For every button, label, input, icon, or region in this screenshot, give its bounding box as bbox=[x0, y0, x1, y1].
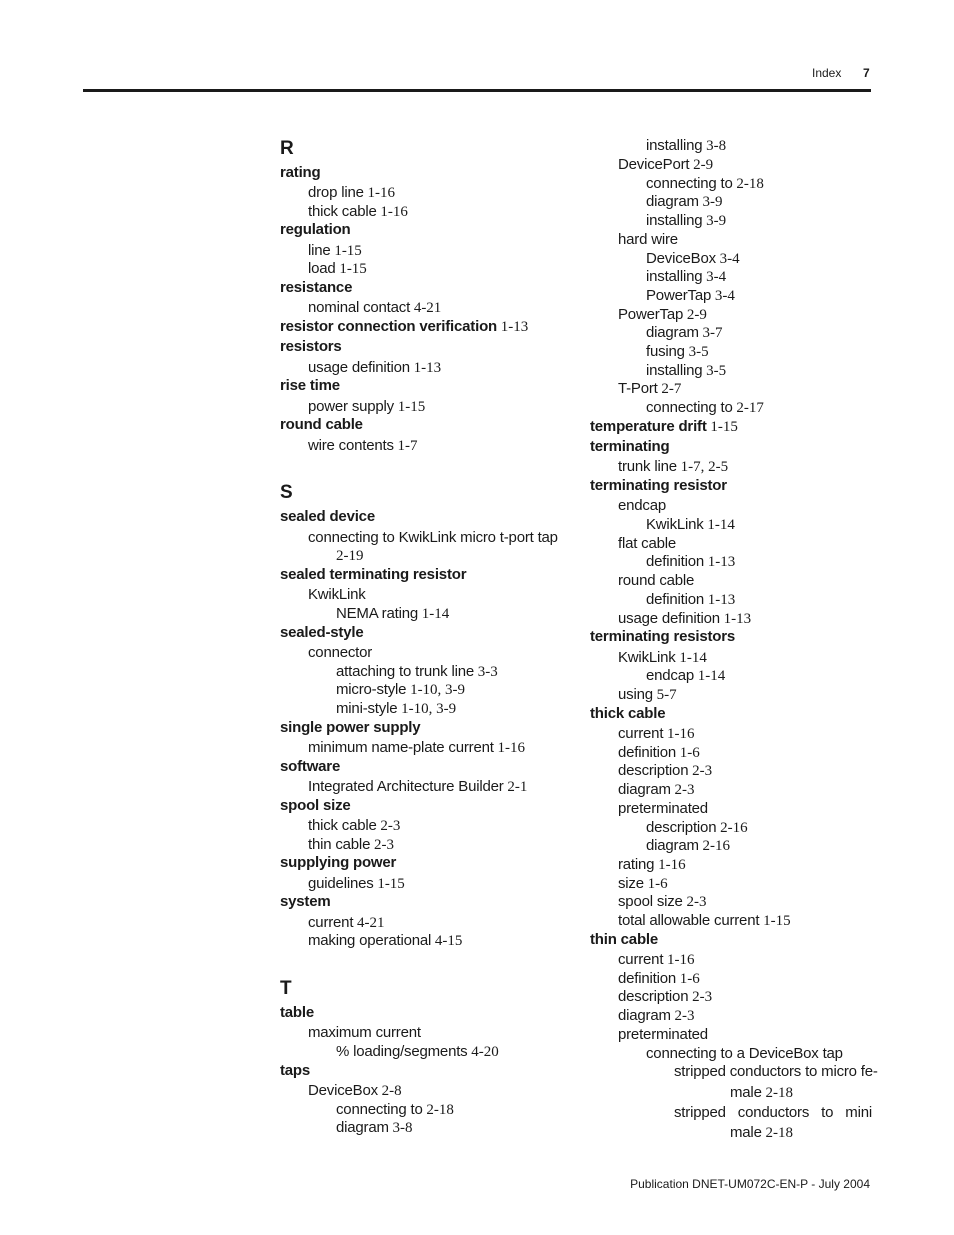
entry-label: mini-style bbox=[336, 700, 398, 717]
index-subentry bbox=[336, 681, 465, 699]
page-reference: 2-18 bbox=[761, 1125, 793, 1141]
entry-label: connecting to bbox=[336, 1101, 423, 1118]
index-subentry bbox=[618, 762, 712, 780]
index-main-term bbox=[280, 719, 420, 737]
page-reference: 1-7, 2-5 bbox=[676, 459, 729, 475]
index-subentry bbox=[646, 591, 735, 609]
page-reference: 1-14 bbox=[418, 606, 450, 622]
entry-label: DeviceBox bbox=[646, 250, 716, 267]
index-subentry bbox=[336, 547, 364, 565]
index-subentry bbox=[336, 1043, 499, 1061]
index-letter-heading bbox=[280, 978, 291, 1000]
page-reference: 3-8 bbox=[702, 138, 727, 154]
page-reference: 3-8 bbox=[388, 1120, 413, 1136]
entry-label: minimum name-plate current bbox=[308, 739, 494, 756]
page-reference: 2-18 bbox=[732, 176, 764, 192]
page-reference: 1-13 bbox=[719, 611, 752, 627]
index-main-term bbox=[280, 508, 375, 526]
index-subentry bbox=[308, 875, 405, 893]
page-reference: 3-4 bbox=[702, 269, 727, 285]
index-subentry bbox=[618, 610, 751, 628]
index-subentry bbox=[646, 212, 726, 230]
index-main-term bbox=[280, 164, 320, 182]
entry-label: connector bbox=[308, 644, 373, 661]
page-reference: 1-15 bbox=[393, 399, 426, 415]
entry-label: resistor connection verification bbox=[280, 318, 497, 335]
index-subentry bbox=[618, 497, 666, 515]
entry-label: rating bbox=[618, 856, 655, 873]
page-reference: 2-17 bbox=[732, 400, 764, 416]
entry-label: hard wire bbox=[618, 231, 678, 248]
entry-label: T-Port bbox=[618, 380, 658, 397]
entry-label: PowerTap bbox=[618, 306, 684, 323]
entry-label: connecting to bbox=[646, 175, 733, 192]
index-subentry bbox=[618, 1007, 695, 1025]
entry-label: R bbox=[280, 138, 294, 159]
page-reference: 1-16 bbox=[663, 952, 695, 968]
index-subentry bbox=[308, 644, 372, 662]
entry-label: stripped conductors to micro fe- bbox=[674, 1063, 878, 1080]
index-subentry bbox=[308, 299, 441, 317]
entry-label: description bbox=[618, 988, 689, 1005]
entry-label: current bbox=[308, 914, 354, 931]
index-subentry bbox=[308, 1024, 421, 1042]
page-reference: 1-10, 3-9 bbox=[397, 701, 457, 717]
entry-label: Integrated Architecture Builder bbox=[308, 778, 504, 795]
page-reference: 1-15 bbox=[330, 243, 362, 259]
page-reference: 1-7 bbox=[393, 438, 418, 454]
index-subentry bbox=[618, 951, 695, 969]
entry-label: endcap bbox=[618, 497, 667, 514]
index-subentry bbox=[308, 529, 558, 547]
index-main-term bbox=[590, 628, 735, 646]
index-subentry bbox=[618, 893, 706, 911]
index-subentry bbox=[618, 800, 708, 818]
entry-label: connecting to KwikLink micro t-port tap bbox=[308, 529, 558, 546]
page-reference: 3-5 bbox=[702, 363, 727, 379]
page-reference: 1-16 bbox=[654, 857, 686, 873]
entry-label: terminating resistors bbox=[590, 628, 736, 645]
index-subentry bbox=[674, 1104, 872, 1122]
index-subentry bbox=[618, 744, 700, 762]
entry-label: definition bbox=[646, 591, 705, 608]
index-subentry bbox=[646, 343, 709, 361]
entry-label: T bbox=[280, 978, 292, 999]
entry-label: resistance bbox=[280, 279, 353, 296]
index-subentry bbox=[646, 175, 764, 193]
entry-label: sealed terminating resistor bbox=[280, 566, 467, 583]
page-reference: 3-3 bbox=[474, 664, 498, 680]
index-main-term bbox=[280, 893, 331, 911]
entry-label: installing bbox=[646, 268, 703, 285]
index-subentry bbox=[308, 739, 525, 757]
index-subentry bbox=[618, 781, 695, 799]
entry-label: male bbox=[730, 1084, 762, 1101]
entry-label: total allowable current bbox=[618, 912, 760, 929]
index-subentry bbox=[308, 836, 394, 854]
entry-label: diagram bbox=[646, 193, 699, 210]
entry-label: stripped conductors to mini bbox=[674, 1104, 872, 1121]
index-subentry bbox=[646, 553, 735, 571]
index-subentry bbox=[646, 268, 726, 286]
entry-label: thick cable bbox=[308, 817, 377, 834]
index-subentry bbox=[618, 231, 678, 249]
page-reference: 2-9 bbox=[689, 157, 714, 173]
index-main-term bbox=[280, 854, 396, 872]
entry-label: trunk line bbox=[618, 458, 677, 475]
index-subentry bbox=[308, 817, 400, 835]
index-subentry bbox=[618, 306, 707, 324]
index-subentry bbox=[618, 988, 712, 1006]
index-main-term bbox=[280, 1004, 314, 1022]
index-subentry bbox=[308, 184, 395, 202]
entry-label: usage definition bbox=[308, 359, 410, 376]
page-reference: 2-16 bbox=[716, 820, 748, 836]
index-main-term bbox=[280, 566, 466, 584]
entry-label: rise time bbox=[280, 377, 340, 394]
page-reference: 1-13 bbox=[409, 360, 442, 376]
index-subentry bbox=[646, 1045, 843, 1063]
index-main-term bbox=[280, 1062, 310, 1080]
entry-label: KwikLink bbox=[646, 516, 704, 533]
index-subentry bbox=[308, 260, 367, 278]
entry-label: definition bbox=[618, 970, 677, 987]
entry-label: diagram bbox=[618, 781, 671, 798]
entry-label: preterminated bbox=[618, 800, 708, 817]
index-subentry bbox=[308, 932, 462, 950]
index-subentry bbox=[308, 242, 362, 260]
index-subentry bbox=[618, 380, 681, 398]
index-main-term bbox=[590, 931, 658, 949]
entry-label: guidelines bbox=[308, 875, 374, 892]
index-main-term bbox=[590, 477, 727, 495]
page-reference: 1-13 bbox=[704, 554, 736, 570]
page-reference: 1-15 bbox=[373, 876, 405, 892]
index-main-term bbox=[280, 338, 342, 356]
page-reference: 4-21 bbox=[410, 300, 442, 316]
index-subentry bbox=[646, 324, 723, 342]
index-subentry bbox=[646, 137, 726, 155]
index-main-term bbox=[280, 797, 351, 815]
page-reference: 4-15 bbox=[431, 933, 463, 949]
entry-label: KwikLink bbox=[618, 649, 676, 666]
index-subentry bbox=[646, 837, 730, 855]
page-reference: 3-9 bbox=[698, 194, 723, 210]
index-subentry bbox=[308, 359, 441, 377]
index-main-term bbox=[280, 624, 363, 642]
page-reference: 2-3 bbox=[370, 837, 394, 853]
entry-label: flat cable bbox=[618, 535, 677, 552]
page-reference: 1-13 bbox=[497, 319, 529, 335]
index-subentry bbox=[308, 398, 425, 416]
entry-label: description bbox=[646, 819, 717, 836]
running-header-section: Index bbox=[812, 66, 842, 80]
index-subentry bbox=[730, 1084, 793, 1102]
index-main-term bbox=[280, 318, 528, 336]
page-reference: 1-6 bbox=[676, 745, 700, 761]
page-reference: 1-16 bbox=[663, 726, 695, 742]
page-reference: 2-7 bbox=[657, 381, 682, 397]
entry-label: maximum current bbox=[308, 1024, 421, 1041]
entry-label: software bbox=[280, 758, 341, 775]
page-reference: 2-16 bbox=[698, 838, 731, 854]
page-reference: 2-18 bbox=[422, 1102, 454, 1118]
entry-label: usage definition bbox=[618, 610, 720, 627]
entry-label: installing bbox=[646, 362, 703, 379]
page-reference: 1-14 bbox=[675, 650, 707, 666]
entry-label: drop line bbox=[308, 184, 364, 201]
page-reference: 3-4 bbox=[711, 288, 735, 304]
entry-label: using bbox=[618, 686, 653, 703]
entry-label: thick cable bbox=[590, 705, 666, 722]
index-main-term bbox=[590, 438, 669, 456]
entry-label: regulation bbox=[280, 221, 351, 238]
entry-label: power supply bbox=[308, 398, 394, 415]
entry-label: diagram bbox=[336, 1119, 389, 1136]
page-reference: 1-6 bbox=[643, 876, 668, 892]
index-subentry bbox=[618, 156, 713, 174]
index-subentry bbox=[618, 875, 668, 893]
entry-label: thin cable bbox=[308, 836, 371, 853]
index-letter-heading bbox=[280, 138, 294, 160]
entry-label: attaching to trunk line bbox=[336, 663, 474, 680]
page-reference: 1-16 bbox=[493, 740, 525, 756]
page-reference: 2-9 bbox=[683, 307, 707, 323]
page-reference: 3-7 bbox=[698, 325, 723, 341]
index-main-term bbox=[280, 279, 352, 297]
index-subentry bbox=[674, 1063, 878, 1081]
page-reference: 1-13 bbox=[704, 592, 736, 608]
entry-label: sealed device bbox=[280, 508, 375, 525]
index-subentry bbox=[308, 778, 527, 796]
index-subentry bbox=[618, 912, 791, 930]
entry-label: wire contents bbox=[308, 437, 394, 454]
index-subentry bbox=[618, 856, 686, 874]
index-subentry bbox=[646, 362, 726, 380]
page-reference: 1-16 bbox=[363, 185, 395, 201]
page-reference: 1-14 bbox=[694, 668, 726, 684]
page-reference: 4-20 bbox=[467, 1044, 499, 1060]
index-subentry bbox=[308, 1082, 402, 1100]
index-subentry bbox=[336, 605, 449, 623]
index-subentry bbox=[308, 203, 408, 221]
entry-label: taps bbox=[280, 1062, 311, 1079]
page-reference: 3-9 bbox=[702, 213, 727, 229]
index-subentry bbox=[618, 572, 694, 590]
index-subentry bbox=[618, 686, 677, 704]
entry-label: diagram bbox=[646, 324, 699, 341]
page-reference: 1-15 bbox=[335, 261, 367, 277]
page-number: 7 bbox=[863, 66, 870, 80]
index-main-term bbox=[280, 758, 340, 776]
index-subentry bbox=[618, 970, 700, 988]
entry-label: DeviceBox bbox=[308, 1082, 378, 1099]
page-reference: 1-15 bbox=[706, 419, 738, 435]
page-reference: 2-3 bbox=[688, 989, 713, 1005]
page-reference: 1-16 bbox=[376, 204, 408, 220]
entry-label: connecting to a DeviceBox tap bbox=[646, 1045, 843, 1062]
entry-label: % loading/segments bbox=[336, 1043, 468, 1060]
entry-label: single power supply bbox=[280, 719, 421, 736]
entry-label: nominal contact bbox=[308, 299, 411, 316]
entry-label: supplying power bbox=[280, 854, 397, 871]
index-main-term bbox=[280, 416, 363, 434]
page-reference: 3-4 bbox=[715, 251, 740, 267]
entry-label: round cable bbox=[618, 572, 695, 589]
entry-label: table bbox=[280, 1004, 315, 1021]
index-main-term bbox=[280, 377, 340, 395]
entry-label: thick cable bbox=[308, 203, 377, 220]
entry-label: definition bbox=[646, 553, 705, 570]
entry-label: round cable bbox=[280, 416, 363, 433]
index-subentry bbox=[618, 725, 695, 743]
entry-label: temperature drift bbox=[590, 418, 707, 435]
entry-label: NEMA rating bbox=[336, 605, 418, 622]
entry-label: S bbox=[280, 482, 293, 503]
entry-label: fusing bbox=[646, 343, 685, 360]
index-letter-heading bbox=[280, 482, 292, 504]
entry-label: terminating resistor bbox=[590, 477, 727, 494]
entry-label: male bbox=[730, 1124, 762, 1141]
entry-label: diagram bbox=[646, 837, 699, 854]
index-subentry bbox=[646, 399, 764, 417]
page-reference: 2-3 bbox=[670, 782, 695, 798]
index-subentry bbox=[308, 437, 418, 455]
header-rule bbox=[83, 89, 871, 92]
page-reference: 2-3 bbox=[682, 894, 707, 910]
page-reference: 2-3 bbox=[670, 1008, 695, 1024]
entry-label: connecting to bbox=[646, 399, 733, 416]
page-reference: 1-6 bbox=[676, 971, 700, 987]
index-subentry bbox=[618, 1026, 708, 1044]
entry-label: KwikLink bbox=[308, 586, 366, 603]
index-subentry bbox=[646, 516, 735, 534]
page-reference: 1-15 bbox=[759, 913, 791, 929]
entry-label: sealed-style bbox=[280, 624, 364, 641]
page-reference: 2-8 bbox=[377, 1083, 402, 1099]
entry-label: current bbox=[618, 725, 664, 742]
index-subentry bbox=[308, 914, 385, 932]
entry-label: size bbox=[618, 875, 644, 892]
entry-label: definition bbox=[618, 744, 677, 761]
entry-label: thin cable bbox=[590, 931, 659, 948]
index-subentry bbox=[308, 586, 366, 604]
index-subentry bbox=[618, 535, 676, 553]
entry-label: preterminated bbox=[618, 1026, 708, 1043]
index-subentry bbox=[336, 1101, 454, 1119]
entry-label: description bbox=[618, 762, 689, 779]
entry-label: endcap bbox=[646, 667, 695, 684]
page-reference: 4-21 bbox=[353, 915, 385, 931]
page-reference: 1-14 bbox=[703, 517, 735, 533]
entry-label: PowerTap bbox=[646, 287, 712, 304]
index-subentry bbox=[618, 649, 707, 667]
index-main-term bbox=[590, 705, 665, 723]
index-main-term bbox=[280, 221, 351, 239]
entry-label: rating bbox=[280, 164, 321, 181]
entry-label: resistors bbox=[280, 338, 342, 355]
index-subentry bbox=[646, 667, 725, 685]
index-subentry bbox=[336, 1119, 413, 1137]
publication-footer: Publication DNET-UM072C-EN-P - July 2004 bbox=[630, 1177, 870, 1191]
page-reference: 1-10, 3-9 bbox=[406, 682, 466, 698]
entry-label: load bbox=[308, 260, 336, 277]
index-main-term bbox=[590, 418, 738, 436]
page-reference: 5-7 bbox=[652, 687, 677, 703]
index-subentry bbox=[646, 287, 735, 305]
page-reference: 3-5 bbox=[684, 344, 709, 360]
page-reference: 2-3 bbox=[688, 763, 713, 779]
entry-label: current bbox=[618, 951, 664, 968]
index-subentry bbox=[646, 193, 723, 211]
index-subentry bbox=[646, 819, 748, 837]
page-reference: 2-19 bbox=[336, 548, 364, 564]
index-subentry bbox=[618, 458, 728, 476]
page-reference: 2-1 bbox=[503, 779, 528, 795]
entry-label: installing bbox=[646, 137, 703, 154]
index-subentry bbox=[646, 250, 740, 268]
index-subentry bbox=[730, 1124, 793, 1142]
entry-label: line bbox=[308, 242, 331, 259]
entry-label: spool size bbox=[280, 797, 351, 814]
page-reference: 2-3 bbox=[376, 818, 401, 834]
entry-label: micro-style bbox=[336, 681, 407, 698]
entry-label: spool size bbox=[618, 893, 683, 910]
page-reference: 2-18 bbox=[761, 1085, 793, 1101]
index-subentry bbox=[336, 663, 498, 681]
entry-label: system bbox=[280, 893, 331, 910]
entry-label: making operational bbox=[308, 932, 432, 949]
entry-label: diagram bbox=[618, 1007, 671, 1024]
index-subentry bbox=[336, 700, 456, 718]
entry-label: DevicePort bbox=[618, 156, 690, 173]
entry-label: terminating bbox=[590, 438, 670, 455]
entry-label: installing bbox=[646, 212, 703, 229]
